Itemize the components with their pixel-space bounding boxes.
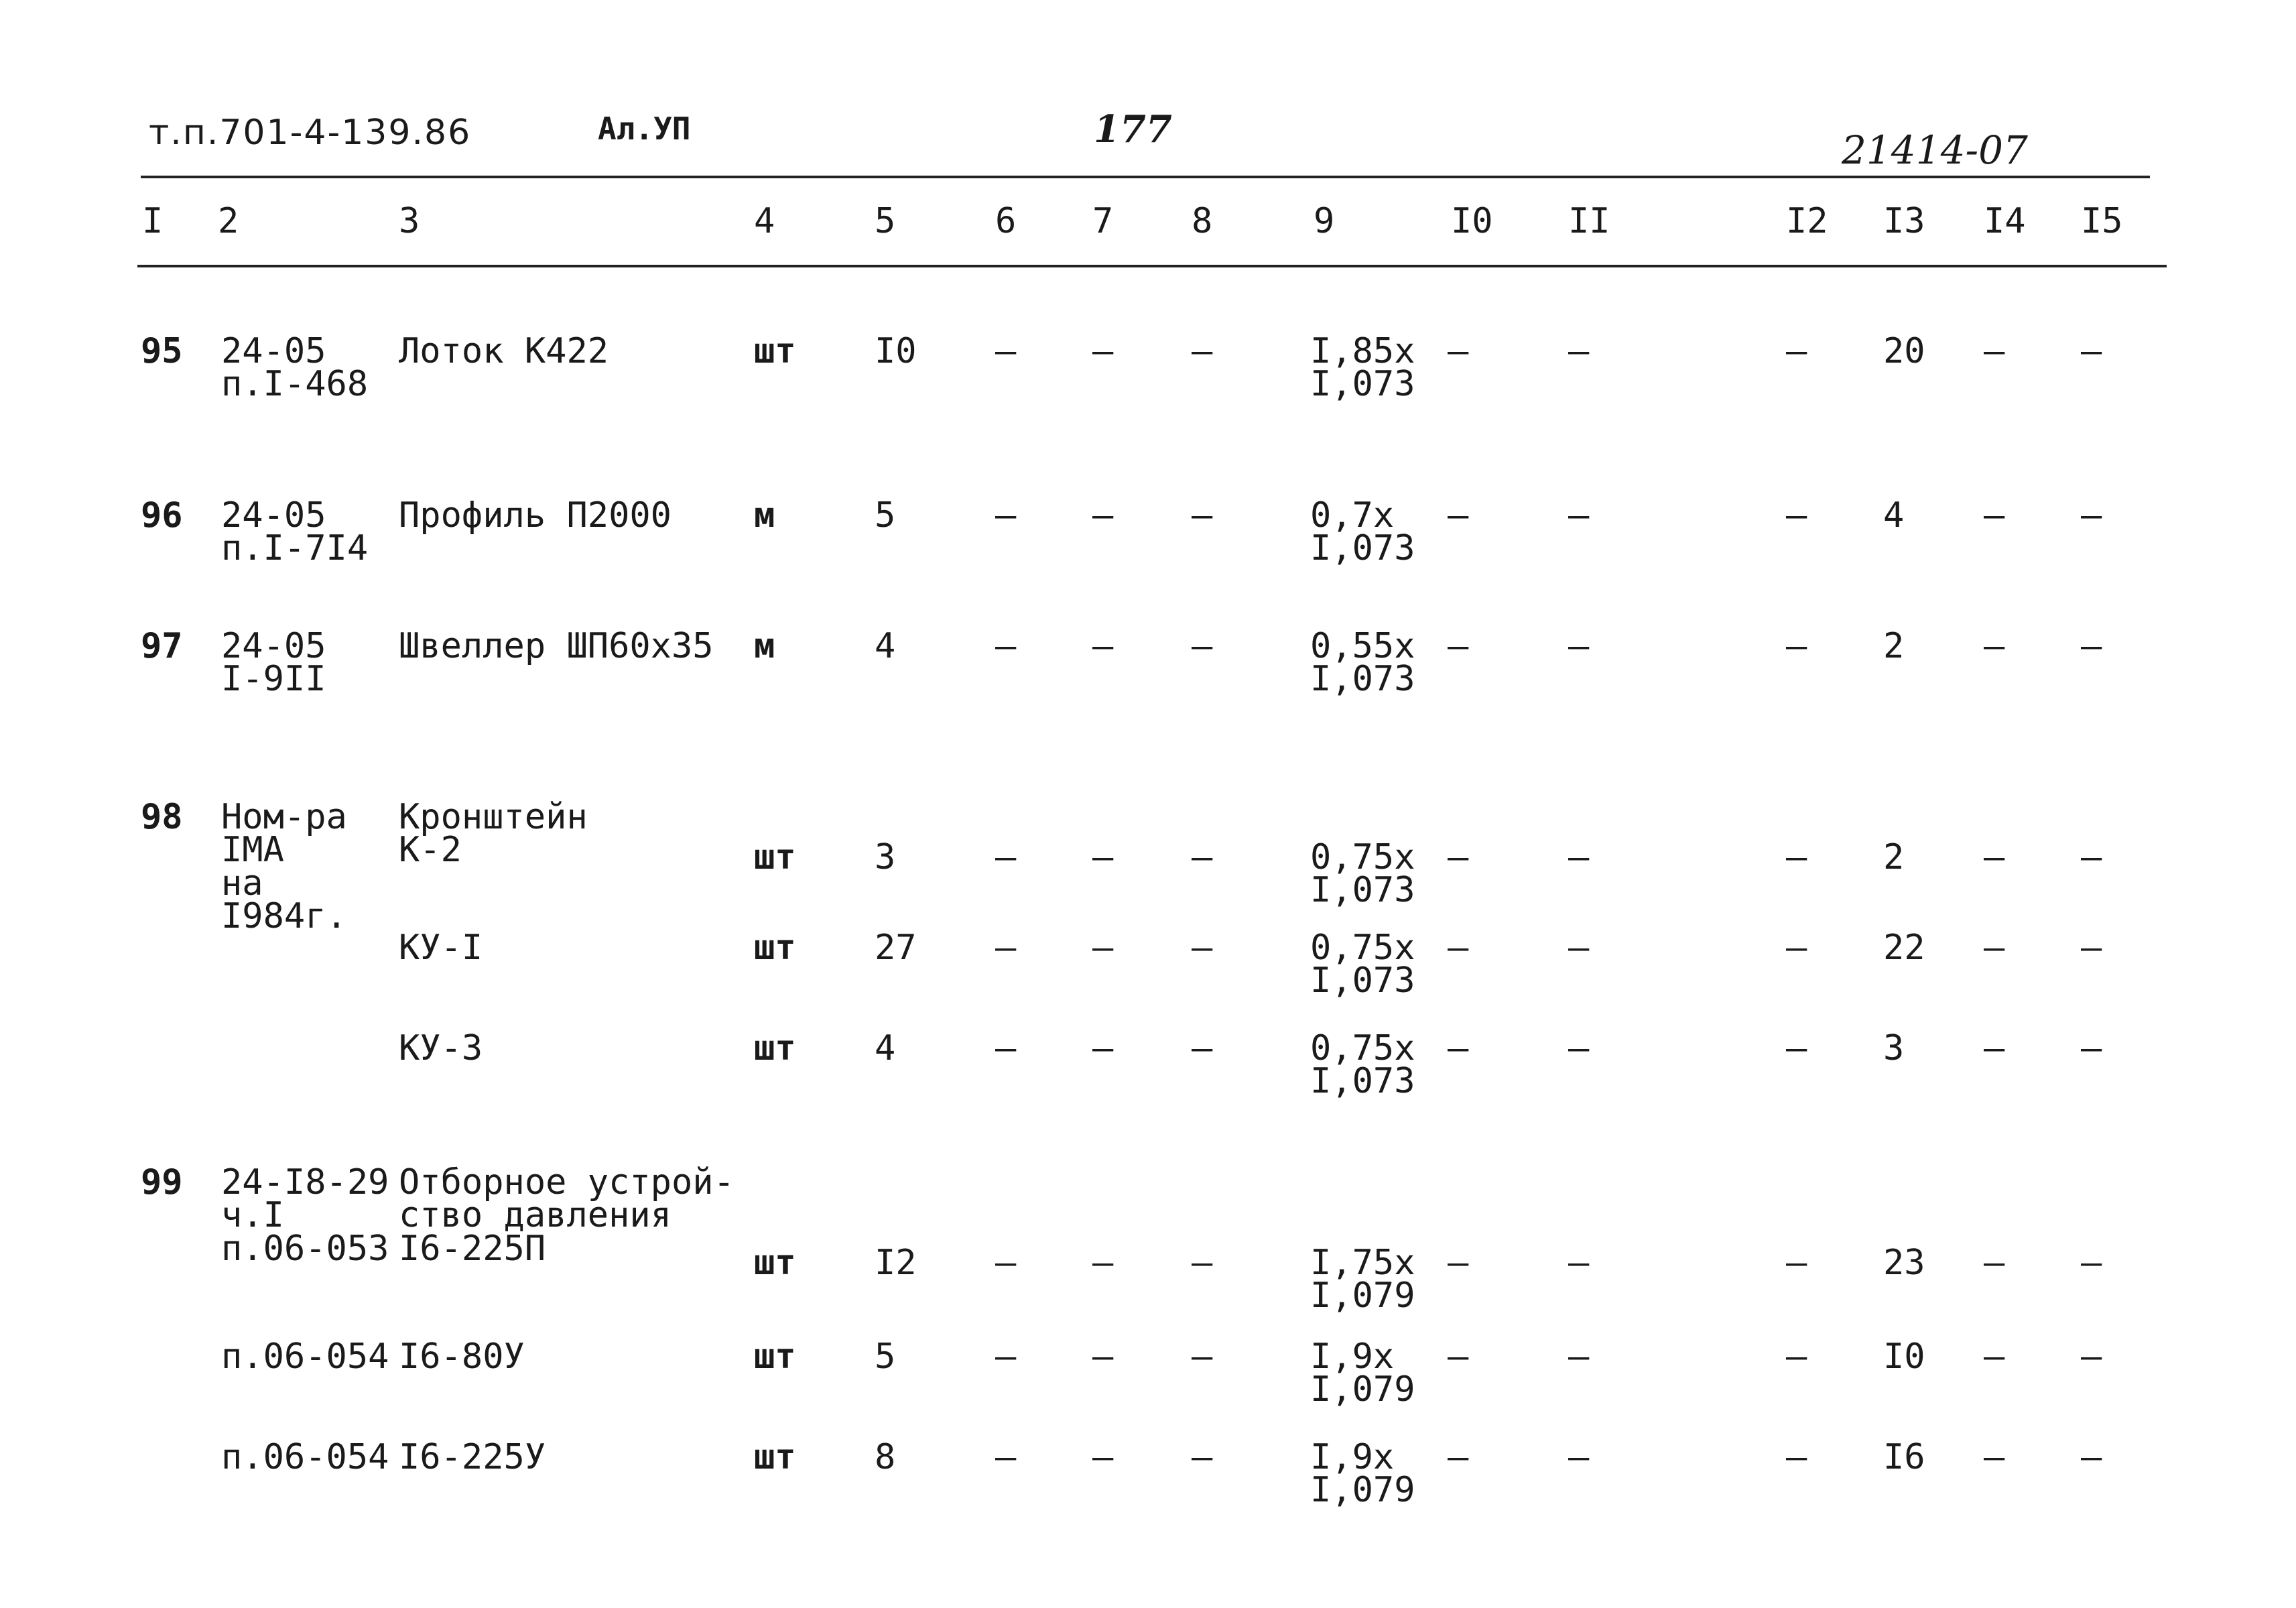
cell-c7: – bbox=[1092, 331, 1114, 371]
cell-name: Швеллер ШП60х35 bbox=[399, 626, 714, 666]
cell-unit: м bbox=[754, 495, 775, 536]
cell-c15: – bbox=[2081, 1437, 2102, 1477]
cell-c11: – bbox=[1568, 1243, 1590, 1283]
cell-num: 99 bbox=[141, 1162, 183, 1202]
cell-c8: – bbox=[1192, 928, 1213, 968]
cell-coef: I,9х I,079 bbox=[1310, 1437, 1415, 1511]
cell-c8: – bbox=[1192, 837, 1213, 877]
cell-qty: 5 bbox=[875, 495, 896, 536]
cell-name: Лоток К422 bbox=[399, 331, 609, 371]
column-header-5: 5 bbox=[875, 201, 896, 241]
cell-c8: – bbox=[1192, 1243, 1213, 1283]
cell-name: I6-80У bbox=[399, 1337, 525, 1377]
cell-num: 98 bbox=[141, 797, 183, 837]
cell-c7: – bbox=[1092, 928, 1114, 968]
cell-ref: 24-05 п.I-7I4 bbox=[221, 495, 369, 569]
cell-c10: – bbox=[1448, 1028, 1469, 1068]
cell-qty: 5 bbox=[875, 1337, 896, 1377]
cell-c6: – bbox=[995, 495, 1017, 536]
cell-qty: 4 bbox=[875, 626, 896, 666]
cell-c6: – bbox=[995, 331, 1017, 371]
cell-unit: шт bbox=[754, 1243, 796, 1283]
cell-c8: – bbox=[1192, 1437, 1213, 1477]
cell-coef: 0,7х I,073 bbox=[1310, 495, 1415, 569]
cell-c10: – bbox=[1448, 1337, 1469, 1377]
cell-c10: – bbox=[1448, 495, 1469, 536]
column-header-13: I3 bbox=[1883, 201, 1925, 241]
cell-c12: – bbox=[1786, 1337, 1807, 1377]
cell-ref: 24-05 п.I-468 bbox=[221, 331, 369, 405]
cell-c15: – bbox=[2081, 495, 2102, 536]
cell-name: КУ-3 bbox=[399, 1028, 483, 1068]
cell-c12: – bbox=[1786, 495, 1807, 536]
cell-c6: – bbox=[995, 928, 1017, 968]
column-header-11: II bbox=[1568, 201, 1610, 241]
cell-c13: 20 bbox=[1883, 331, 1925, 371]
cell-coef: I,9х I,079 bbox=[1310, 1337, 1415, 1410]
column-header-6: 6 bbox=[995, 201, 1017, 241]
cell-c14: – bbox=[1984, 1028, 2005, 1068]
cell-name: Профиль П2000 bbox=[399, 495, 672, 536]
cell-unit: шт bbox=[754, 1028, 796, 1068]
cell-c14: – bbox=[1984, 495, 2005, 536]
cell-unit: шт bbox=[754, 1437, 796, 1477]
cell-c14: – bbox=[1984, 1437, 2005, 1477]
cell-ref: 24-05 I-9II bbox=[221, 626, 326, 700]
cell-c12: – bbox=[1786, 837, 1807, 877]
cell-num: 95 bbox=[141, 331, 183, 371]
column-header-3: 3 bbox=[399, 201, 420, 241]
cell-c11: – bbox=[1568, 928, 1590, 968]
cell-c6: – bbox=[995, 1437, 1017, 1477]
cell-c10: – bbox=[1448, 1437, 1469, 1477]
cell-c7: – bbox=[1092, 837, 1114, 877]
cell-c10: – bbox=[1448, 1243, 1469, 1283]
cell-c14: – bbox=[1984, 626, 2005, 666]
cell-qty: I2 bbox=[875, 1243, 917, 1283]
cell-c10: – bbox=[1448, 626, 1469, 666]
cell-c11: – bbox=[1568, 626, 1590, 666]
cell-c14: – bbox=[1984, 1243, 2005, 1283]
cell-c7: – bbox=[1092, 1243, 1114, 1283]
cell-c13: 23 bbox=[1883, 1243, 1925, 1283]
cell-qty: 4 bbox=[875, 1028, 896, 1068]
cell-c11: – bbox=[1568, 1337, 1590, 1377]
cell-c7: – bbox=[1092, 1437, 1114, 1477]
page-number: 177 bbox=[1094, 107, 1172, 151]
cell-c12: – bbox=[1786, 1243, 1807, 1283]
column-header-1: I bbox=[142, 201, 164, 241]
cell-c15: – bbox=[2081, 1028, 2102, 1068]
header-rule bbox=[137, 265, 2167, 267]
cell-c13: 2 bbox=[1883, 626, 1905, 666]
column-header-14: I4 bbox=[1984, 201, 2026, 241]
cell-c7: – bbox=[1092, 626, 1114, 666]
cell-c15: – bbox=[2081, 331, 2102, 371]
cell-ref: п.06-054 bbox=[221, 1337, 389, 1377]
cell-unit: шт bbox=[754, 928, 796, 968]
cell-c13: 4 bbox=[1883, 495, 1905, 536]
cell-coef: I,75х I,079 bbox=[1310, 1243, 1415, 1316]
cell-c15: – bbox=[2081, 928, 2102, 968]
cell-c12: – bbox=[1786, 1437, 1807, 1477]
column-header-15: I5 bbox=[2081, 201, 2123, 241]
cell-c13: I6 bbox=[1883, 1437, 1925, 1477]
cell-c7: – bbox=[1092, 495, 1114, 536]
column-header-7: 7 bbox=[1092, 201, 1114, 241]
cell-qty: 8 bbox=[875, 1437, 896, 1477]
album-number: Ал.УП bbox=[598, 111, 691, 147]
cell-name: КУ-I bbox=[399, 928, 483, 968]
column-header-12: I2 bbox=[1786, 201, 1828, 241]
cell-c12: – bbox=[1786, 1028, 1807, 1068]
top-rule bbox=[141, 176, 2150, 178]
cell-coef: 0,55х I,073 bbox=[1310, 626, 1415, 700]
cell-c12: – bbox=[1786, 928, 1807, 968]
cell-num: 97 bbox=[141, 626, 183, 666]
cell-c8: – bbox=[1192, 626, 1213, 666]
document-code: т.п.701-4-139.86 bbox=[149, 113, 472, 153]
cell-c13: 3 bbox=[1883, 1028, 1905, 1068]
cell-c11: – bbox=[1568, 495, 1590, 536]
cell-name: I6-225У bbox=[399, 1437, 546, 1477]
cell-ref: п.06-054 bbox=[221, 1437, 389, 1477]
cell-name: Кронштейн К-2 bbox=[399, 797, 588, 871]
cell-unit: шт bbox=[754, 837, 796, 877]
cell-c6: – bbox=[995, 1337, 1017, 1377]
cell-c14: – bbox=[1984, 1337, 2005, 1377]
cell-c15: – bbox=[2081, 1337, 2102, 1377]
cell-c15: – bbox=[2081, 626, 2102, 666]
cell-c6: – bbox=[995, 1243, 1017, 1283]
column-header-2: 2 bbox=[218, 201, 239, 241]
cell-c11: – bbox=[1568, 1028, 1590, 1068]
cell-unit: шт bbox=[754, 1337, 796, 1377]
cell-qty: I0 bbox=[875, 331, 917, 371]
cell-c12: – bbox=[1786, 626, 1807, 666]
cell-name: Отборное устрой- ство давления I6-225П bbox=[399, 1162, 735, 1269]
cell-c13: 2 bbox=[1883, 837, 1905, 877]
cell-ref: Ном-ра IМА на I984г. bbox=[221, 797, 347, 937]
cell-c8: – bbox=[1192, 331, 1213, 371]
cell-c11: – bbox=[1568, 1437, 1590, 1477]
cell-c13: I0 bbox=[1883, 1337, 1925, 1377]
cell-c10: – bbox=[1448, 837, 1469, 877]
cell-c14: – bbox=[1984, 928, 2005, 968]
cell-c13: 22 bbox=[1883, 928, 1925, 968]
cell-qty: 3 bbox=[875, 837, 896, 877]
cell-coef: 0,75х I,073 bbox=[1310, 837, 1415, 911]
column-header-9: 9 bbox=[1314, 201, 1335, 241]
cell-qty: 27 bbox=[875, 928, 917, 968]
cell-c8: – bbox=[1192, 1028, 1213, 1068]
cell-c6: – bbox=[995, 626, 1017, 666]
cell-c10: – bbox=[1448, 928, 1469, 968]
cell-c8: – bbox=[1192, 495, 1213, 536]
cell-c7: – bbox=[1092, 1337, 1114, 1377]
cell-c6: – bbox=[995, 837, 1017, 877]
cell-unit: шт bbox=[754, 331, 796, 371]
cell-coef: 0,75х I,073 bbox=[1310, 928, 1415, 1001]
cell-c14: – bbox=[1984, 331, 2005, 371]
cell-c15: – bbox=[2081, 837, 2102, 877]
cell-c12: – bbox=[1786, 331, 1807, 371]
cell-unit: м bbox=[754, 626, 775, 666]
cell-c14: – bbox=[1984, 837, 2005, 877]
cell-c11: – bbox=[1568, 837, 1590, 877]
cell-num: 96 bbox=[141, 495, 183, 536]
cell-c6: – bbox=[995, 1028, 1017, 1068]
column-header-10: I0 bbox=[1451, 201, 1493, 241]
cell-coef: I,85х I,073 bbox=[1310, 331, 1415, 405]
cell-c10: – bbox=[1448, 331, 1469, 371]
cell-coef: 0,75х I,073 bbox=[1310, 1028, 1415, 1102]
cell-c15: – bbox=[2081, 1243, 2102, 1283]
cell-c8: – bbox=[1192, 1337, 1213, 1377]
cell-ref: 24-I8-29 ч.I п.06-053 bbox=[221, 1162, 389, 1269]
cell-c11: – bbox=[1568, 331, 1590, 371]
column-header-4: 4 bbox=[754, 201, 775, 241]
archive-number: 21414-07 bbox=[1842, 127, 2028, 173]
cell-c7: – bbox=[1092, 1028, 1114, 1068]
column-header-8: 8 bbox=[1192, 201, 1213, 241]
